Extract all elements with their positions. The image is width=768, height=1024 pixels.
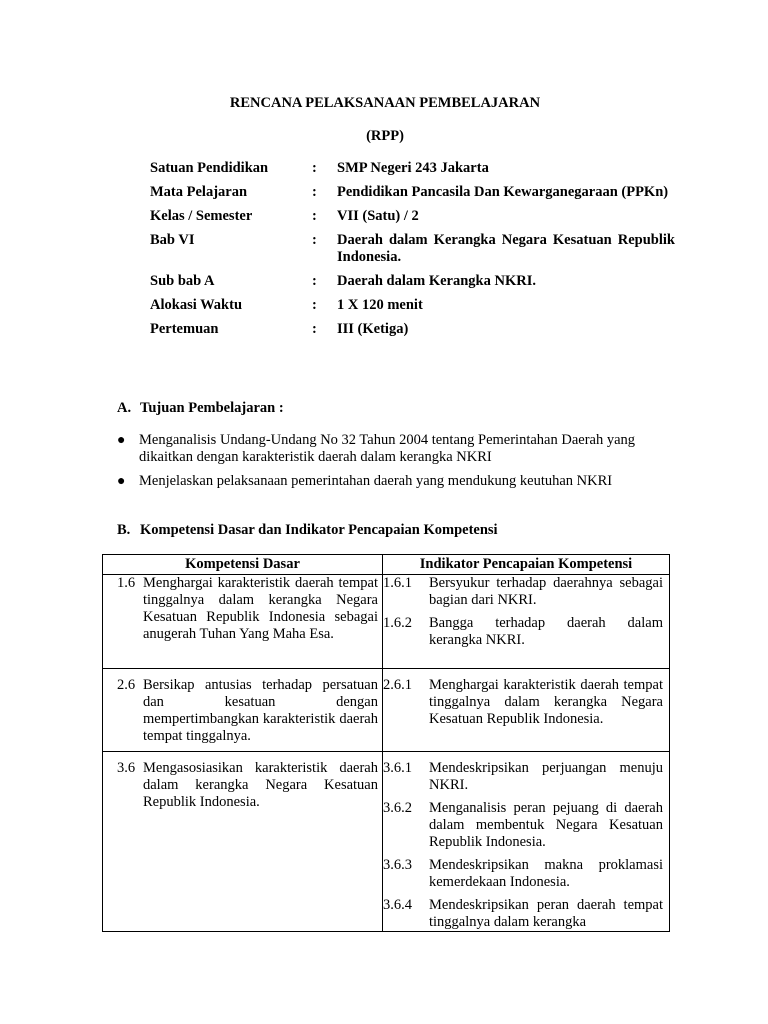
indicator-code: 3.6.3: [383, 857, 412, 873]
indicator-item: [383, 897, 669, 931]
info-colon: :: [312, 273, 317, 289]
info-value: VII (Satu) / 2: [337, 208, 419, 224]
kd-text: Menghargai karakteristik daerah tempat tinggalnya dalam kerangka Negara Kesatuan Republik Indonesia sebagai anugerah Tuhan Yang Maha Esa.: [143, 575, 378, 642]
indicator-item: [383, 857, 669, 891]
indicator-code: 2.6.1: [383, 677, 412, 693]
indicator-text: Mendeskripsikan perjuangan menuju NKRI.: [429, 760, 663, 793]
info-row-alokasi: [150, 297, 675, 314]
info-key: Satuan Pendidikan: [150, 160, 269, 176]
table-row: [103, 669, 670, 752]
kd-cell: [103, 752, 383, 932]
objective-list: [117, 432, 675, 490]
kd-code: 3.6: [117, 760, 136, 776]
indicator-text: Menghargai karakteristik daerah tempat tinggalnya dalam kerangka Negara Kesatuan Republik Indonesia.: [429, 677, 663, 727]
kd-code: 2.6: [117, 677, 136, 693]
section-title: Tujuan Pembelajaran :: [140, 400, 284, 416]
info-value: Daerah dalam Kerangka NKRI.: [337, 273, 536, 289]
document-title: RENCANA PELAKSANAAN PEMBELAJARAN: [229, 95, 541, 111]
table-row: [103, 752, 670, 932]
kd-cell: [103, 575, 383, 669]
info-colon: :: [312, 297, 317, 313]
indicator-text: Bersyukur terhadap daerahnya sebagai bagian dari NKRI.: [429, 575, 663, 608]
section-letter: A.: [117, 400, 132, 416]
info-value: Daerah dalam Kerangka Negara Kesatuan Republik Indonesia.: [337, 232, 675, 265]
identity-block: [150, 160, 675, 338]
kd-text: Bersikap antusias terhadap persatuan dan kesatuan dengan mempertimbangkan karakteristik daerah tempat tinggalnya.: [143, 677, 378, 744]
indicator-item: [383, 677, 669, 728]
section-b-heading: [117, 522, 498, 539]
info-row-subbab: [150, 273, 675, 290]
indicator-cell: [383, 752, 670, 932]
indicator-code: 3.6.4: [383, 897, 412, 913]
info-key: Sub bab A: [150, 273, 215, 289]
section-a-heading: [117, 400, 284, 417]
indicator-cell: [383, 575, 670, 669]
list-item: [117, 432, 675, 466]
info-row-mapel: [150, 184, 675, 201]
indicator-item: [383, 760, 669, 794]
indicator-text: Bangga terhadap daerah dalam kerangka NKRI.: [429, 615, 663, 648]
info-colon: :: [312, 321, 317, 337]
info-key: Mata Pelajaran: [150, 184, 248, 200]
column-header-kd: Kompetensi Dasar: [103, 555, 383, 575]
section-letter: B.: [117, 522, 131, 538]
objective-text: Menganalisis Undang-Undang No 32 Tahun 2004 tentang Pemerintahan Daerah yang dikaitkan dengan karakteristik daerah dalam kerangka NKRI: [139, 432, 636, 465]
kd-cell: [103, 669, 383, 752]
info-key: Kelas / Semester: [150, 208, 253, 224]
info-key: Bab VI: [150, 232, 195, 248]
document-subtitle: (RPP): [366, 128, 404, 144]
info-row-kelas: [150, 208, 675, 225]
info-row-bab: [150, 232, 675, 266]
competency-table: [102, 554, 670, 932]
objective-text: Menjelaskan pelaksanaan pemerintahan daerah yang mendukung keutuhan NKRI: [139, 473, 613, 489]
info-key: Alokasi Waktu: [150, 297, 243, 313]
indicator-text: Menganalisis peran pejuang di daerah dalam membentuk Negara Kesatuan Republik Indonesia.: [429, 800, 663, 850]
info-colon: :: [312, 232, 317, 248]
info-value: III (Ketiga): [337, 321, 409, 337]
info-value: Pendidikan Pancasila Dan Kewarganegaraan (PPKn): [337, 184, 669, 200]
indicator-text: Mendeskripsikan peran daerah tempat tinggalnya dalam kerangka: [429, 897, 663, 930]
table-header-row: [103, 555, 670, 575]
indicator-item: [383, 615, 669, 649]
info-colon: :: [312, 184, 317, 200]
indicator-code: 3.6.1: [383, 760, 412, 776]
kd-code: 1.6: [117, 575, 136, 591]
bullet-icon: ●: [117, 474, 126, 489]
indicator-text: Mendeskripsikan makna proklamasi kemerdekaan Indonesia.: [429, 857, 663, 890]
info-colon: :: [312, 208, 317, 224]
list-item: [117, 473, 675, 490]
kd-text: Mengasosiasikan karakteristik daerah dalam kerangka Negara Kesatuan Republik Indonesia.: [143, 760, 378, 810]
info-value: 1 X 120 menit: [337, 297, 423, 313]
section-title: Kompetensi Dasar dan Indikator Pencapaian Kompetensi: [140, 522, 498, 538]
info-row-pertemuan: [150, 321, 675, 338]
bullet-icon: ●: [117, 433, 126, 448]
info-colon: :: [312, 160, 317, 176]
indicator-code: 1.6.2: [383, 615, 412, 631]
indicator-code: 3.6.2: [383, 800, 412, 816]
indicator-item: [383, 575, 669, 609]
column-header-indicator: Indikator Pencapaian Kompetensi: [383, 555, 670, 575]
table-row: [103, 575, 670, 669]
info-value: SMP Negeri 243 Jakarta: [337, 160, 489, 176]
indicator-item: [383, 800, 669, 851]
indicator-code: 1.6.1: [383, 575, 412, 591]
info-row-satuan: [150, 160, 675, 177]
indicator-cell: [383, 669, 670, 752]
info-key: Pertemuan: [150, 321, 219, 337]
